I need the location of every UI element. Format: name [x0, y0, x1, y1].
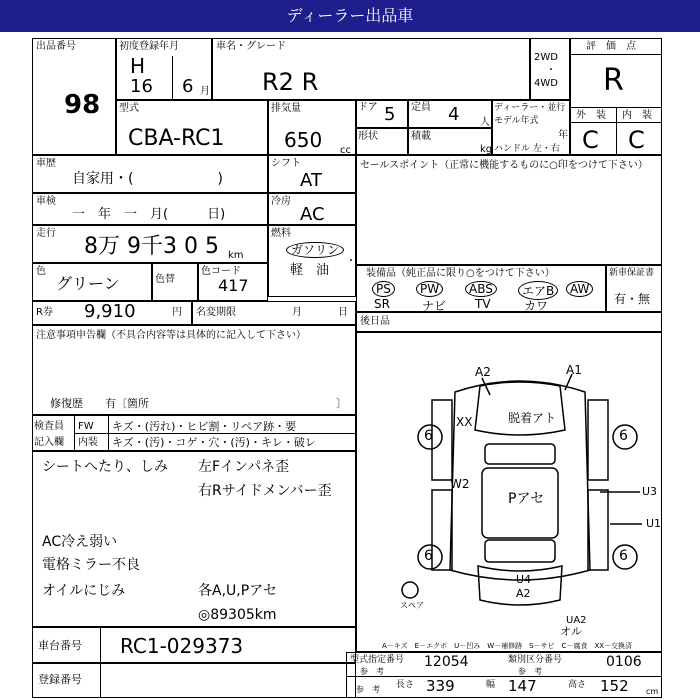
registration-label: 登録番号	[38, 673, 82, 686]
equip-aw: AW	[566, 281, 593, 297]
cert-value: 12054	[424, 654, 469, 670]
remark-right-3: 各A,U,Pアセ	[198, 583, 278, 599]
damage-removed: 脱着アト	[508, 411, 557, 425]
cert-ref: 参 考	[360, 667, 384, 676]
warranty-value: 有・無	[614, 292, 651, 306]
damage-u4: U4	[516, 573, 532, 586]
damage-w2: W2	[450, 477, 470, 491]
notes-label: 注意事項申告欄（不具合内容等は具体的に記入して下さい）	[36, 330, 306, 341]
drive-4wd: 4WD	[534, 78, 558, 89]
remark-left-4: オイルにじみ	[42, 583, 126, 599]
damage-a2-rear: A2	[516, 587, 531, 600]
capacity-value: 4	[448, 104, 460, 125]
int-items: キズ・(汚)・コゲ・穴・(汚)・キレ・破レ	[112, 436, 316, 449]
interior-short-label: 内装	[78, 437, 98, 448]
tire-fl: 6	[424, 428, 433, 444]
sales-point-label: セールスポイント（正常に機能するものに○印をつけて下さい）	[360, 160, 648, 171]
deadline-label: 名変期限	[196, 307, 236, 318]
recycle-label: R券	[36, 307, 53, 318]
width-label: 幅	[486, 680, 496, 690]
model-value: R2 R	[262, 68, 319, 96]
equip-sr: SR	[374, 297, 390, 311]
rear-label: 後日品	[360, 316, 390, 327]
equip-navi: ナビ	[422, 299, 447, 313]
interior-value: C	[628, 126, 645, 154]
drive-dot: ・	[546, 65, 556, 76]
rating-label: 評 価 点	[586, 41, 636, 52]
equip-pw: PW	[416, 281, 443, 297]
inspection-value: 一 年 一 月( 日)	[72, 207, 226, 222]
color-label: 色	[36, 266, 46, 277]
rating-value: R	[603, 63, 624, 98]
remark-right-2: 右Rサイドメンバー歪	[198, 483, 332, 499]
fuel-dot: ・	[346, 256, 356, 267]
first-reg-era: H	[130, 54, 146, 78]
color-code-label: 色コード	[201, 266, 241, 277]
page-title: ディーラー出品車	[0, 0, 700, 32]
capacity-unit: 人	[480, 117, 490, 128]
dims-ref: 参 考	[356, 685, 380, 694]
cert-label: 型式指定番号	[350, 655, 405, 665]
shift-label: シフト	[271, 158, 301, 169]
remark-right-1: 左Fインパネ歪	[198, 459, 290, 475]
equipment-label: 装備品（純正品に限り○をつけて下さい）	[366, 268, 555, 279]
model-label: 車名・グレード	[216, 41, 286, 52]
damage-panel: Pアセ	[508, 491, 545, 507]
history-label: 車歴	[36, 158, 56, 169]
fuel-gasoline: ガソリン	[286, 242, 344, 258]
remark-right-4: ◎89305km	[198, 607, 277, 623]
first-reg-month: 6	[182, 76, 194, 97]
damage-xx: XX	[456, 415, 473, 429]
equip-abs: ABS	[465, 281, 497, 297]
chassis-label: 車台番号	[38, 639, 82, 652]
width-value: 147	[508, 677, 537, 695]
fw-label: FW	[78, 421, 94, 432]
class-ref: 参 考	[518, 667, 542, 676]
capacity-label: 定員	[411, 102, 431, 113]
recycle-unit: 円	[172, 307, 182, 318]
first-reg-month-unit: 月	[200, 86, 210, 97]
load-label: 積載	[411, 131, 431, 142]
drive-2wd: 2WD	[534, 52, 558, 63]
tire-rr: 6	[619, 548, 628, 564]
class-value: 0106	[606, 654, 642, 670]
remark-left-1: シートへたり、しみ	[42, 459, 168, 475]
displacement-label: 排気量	[271, 103, 301, 114]
door-value: 5	[384, 104, 396, 125]
first-reg-label: 初度登録年月	[119, 41, 179, 52]
recycle-value: 9,910	[84, 301, 136, 322]
divider	[100, 663, 101, 698]
ac-value: AC	[300, 204, 325, 225]
damage-a1: A1	[566, 363, 582, 377]
entry-label: 記入欄	[34, 437, 64, 448]
equip-ps: PS	[372, 281, 395, 297]
mileage-value: 8万 9千3 0 5	[84, 234, 219, 259]
repair-label: 修復歴 有〔箇所	[50, 397, 149, 410]
equip-tv: TV	[475, 297, 491, 311]
damage-ua2: UA2	[566, 615, 587, 626]
equip-airbag: エアB	[518, 281, 558, 300]
damage-oil: オル	[560, 625, 582, 638]
damage-u1: U1	[646, 517, 662, 530]
displacement-value: 650	[284, 128, 323, 152]
mileage-label: 走行	[36, 228, 56, 239]
equip-leather: カワ	[524, 299, 549, 313]
divider	[100, 627, 101, 663]
ac-label: 冷房	[271, 196, 291, 207]
diagram-legend: A－キズ E－エクボ U－凹み W－補修跡 S－サビ C－腐食 XX－交換済	[382, 642, 633, 650]
repair-close: 〕	[336, 397, 347, 410]
deadline-month: 月	[292, 307, 302, 318]
shift-value: AT	[300, 170, 322, 191]
interior-label: 内 装	[622, 110, 652, 121]
type-value: CBA-RC1	[128, 126, 225, 151]
door-label: ドア	[358, 102, 378, 113]
history-value: 自家用・( )	[72, 171, 223, 187]
inspection-label: 車検	[36, 196, 56, 207]
remark-left-3: 電格ミラー不良	[42, 557, 140, 573]
exterior-label: 外 装	[576, 110, 606, 121]
damage-u3: U3	[642, 485, 658, 498]
spare-label: スペア	[400, 601, 424, 610]
damage-a2-top: A2	[475, 365, 491, 379]
tire-fr: 6	[619, 428, 628, 444]
mileage-unit: km	[228, 250, 244, 261]
fuel-label: 燃料	[271, 228, 291, 239]
color-value: グリーン	[56, 274, 120, 293]
shape-label: 形状	[358, 131, 378, 142]
color-change-label: 色替	[155, 274, 175, 285]
deadline-day: 日	[338, 307, 348, 318]
remark-left-2: AC冷え弱い	[42, 534, 118, 550]
displacement-unit: cc	[340, 145, 351, 156]
warranty-label: 新車保証書	[609, 268, 655, 278]
color-code-value: 417	[218, 276, 249, 295]
tire-rl: 6	[424, 548, 433, 564]
first-reg-year: 16	[130, 76, 153, 97]
type-label: 型式	[119, 103, 139, 114]
check-label: 検査員	[34, 421, 64, 432]
class-label: 類別区分番号	[508, 655, 563, 665]
load-unit: kg	[480, 144, 493, 155]
lot-number: 98	[64, 90, 101, 120]
lot-label: 出品番号	[36, 41, 76, 52]
model-year-label: モデル年式	[494, 116, 539, 126]
model-year-unit: 年	[558, 130, 568, 141]
height-unit: cm	[646, 687, 659, 696]
chassis-value: RC1-029373	[120, 634, 244, 658]
exterior-value: C	[582, 126, 599, 154]
fuel-diesel: 軽 油	[290, 263, 330, 278]
length-label: 長さ	[396, 680, 415, 690]
fw-items: キズ・(汚れ)・ヒビ割・リペア跡・要	[112, 420, 297, 433]
length-value: 339	[426, 677, 455, 695]
height-label: 高さ	[568, 680, 587, 690]
height-value: 152	[600, 677, 629, 695]
handle-label: ハンドル 左・右	[494, 144, 560, 154]
dealer-label: ディーラー・並行	[494, 103, 566, 113]
